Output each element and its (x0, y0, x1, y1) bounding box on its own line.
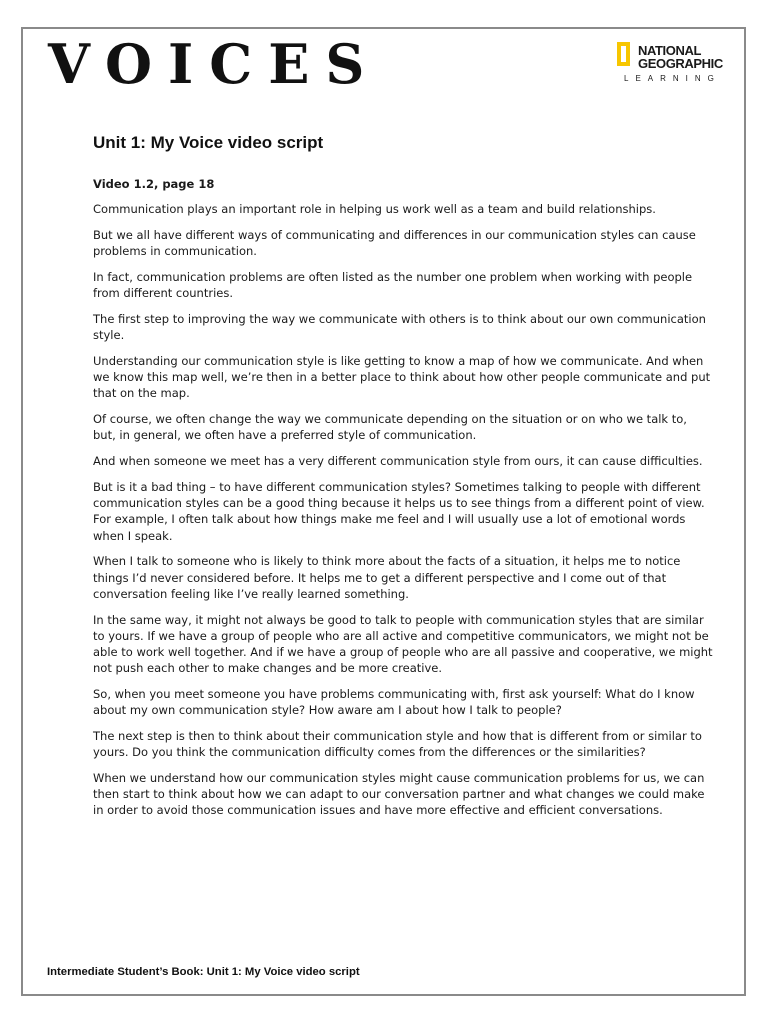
brand-title: VOICES (48, 32, 381, 96)
logo-line-1: NATIONAL (638, 43, 701, 58)
yellow-border-icon (617, 42, 630, 66)
logo-line-3: LEARNING (624, 74, 721, 83)
document-body (93, 176, 713, 828)
document-title: Unit 1: My Voice video script (93, 133, 324, 152)
national-geographic-learning-logo (617, 42, 727, 86)
paragraph: The next step is then to think about their communication style and how that is different from or similar to yours. Do you think the communication difficulty comes from the differences or the similarities? (93, 729, 702, 760)
footer-text: Intermediate Student’s Book: Unit 1: My Voice video script (47, 966, 360, 978)
paragraph: The first step to improving the way we communicate with others is to think about our own communication style. (93, 312, 706, 343)
paragraph: But is it a bad thing – to have different communication styles? Sometimes talking to people with different communication styles can be a good thing because it helps us to see things from a different point of view. For example, I often talk about how things make me feel and I will usually use a lot of emotional words when I speak. (93, 480, 705, 543)
paragraph: Understanding our communication style is like getting to know a map of how we communicate. And when we know this map well, we’re then in a better place to think about how other people communicate and put that on the map. (93, 354, 711, 401)
paragraph: Of course, we often change the way we communicate depending on the situation or on who we talk to, but, in general, we often have a preferred style of communication. (93, 412, 687, 443)
paragraph: Communication plays an important role in helping us work well as a team and build relationships. (93, 202, 656, 217)
paragraph: When I talk to someone who is likely to think more about the facts of a situation, it helps me to notice things I’d never considered before. It helps me to get a different perspective and I come out of that conversation feeling like I’ve really learned something. (93, 554, 681, 601)
paragraph: In the same way, it might not always be good to talk to people with communication styles that are similar to yours. If we have a group of people who are all active and competitive communicators, we might not be able to work well together. And if we have a group of people who are all passive and cooperative, we might not push each other to make changes and be more creative. (93, 612, 713, 676)
logo-line-2: GEOGRAPHIC (638, 56, 723, 71)
paragraph: But we all have different ways of communicating and differences in our communication styles can cause problems in communication. (93, 228, 696, 259)
paragraph: And when someone we meet has a very different communication style from ours, it can cause difficulties. (93, 454, 703, 469)
paragraph: So, when you meet someone you have problems communicating with, first ask yourself: What do I know about my own communication style? How aware am I about how I talk to people? (93, 687, 695, 718)
paragraph: In fact, communication problems are often listed as the number one problem when working with people from different countries. (93, 270, 693, 301)
document-subtitle: Video 1.2, page 18 (93, 177, 215, 191)
paragraph: When we understand how our communication styles might cause communication problems for us, we can then start to think about how we can adapt to our conversation partner and what changes we could make in order to avoid those communication issues and have more effective and efficient conversations. (93, 771, 705, 818)
